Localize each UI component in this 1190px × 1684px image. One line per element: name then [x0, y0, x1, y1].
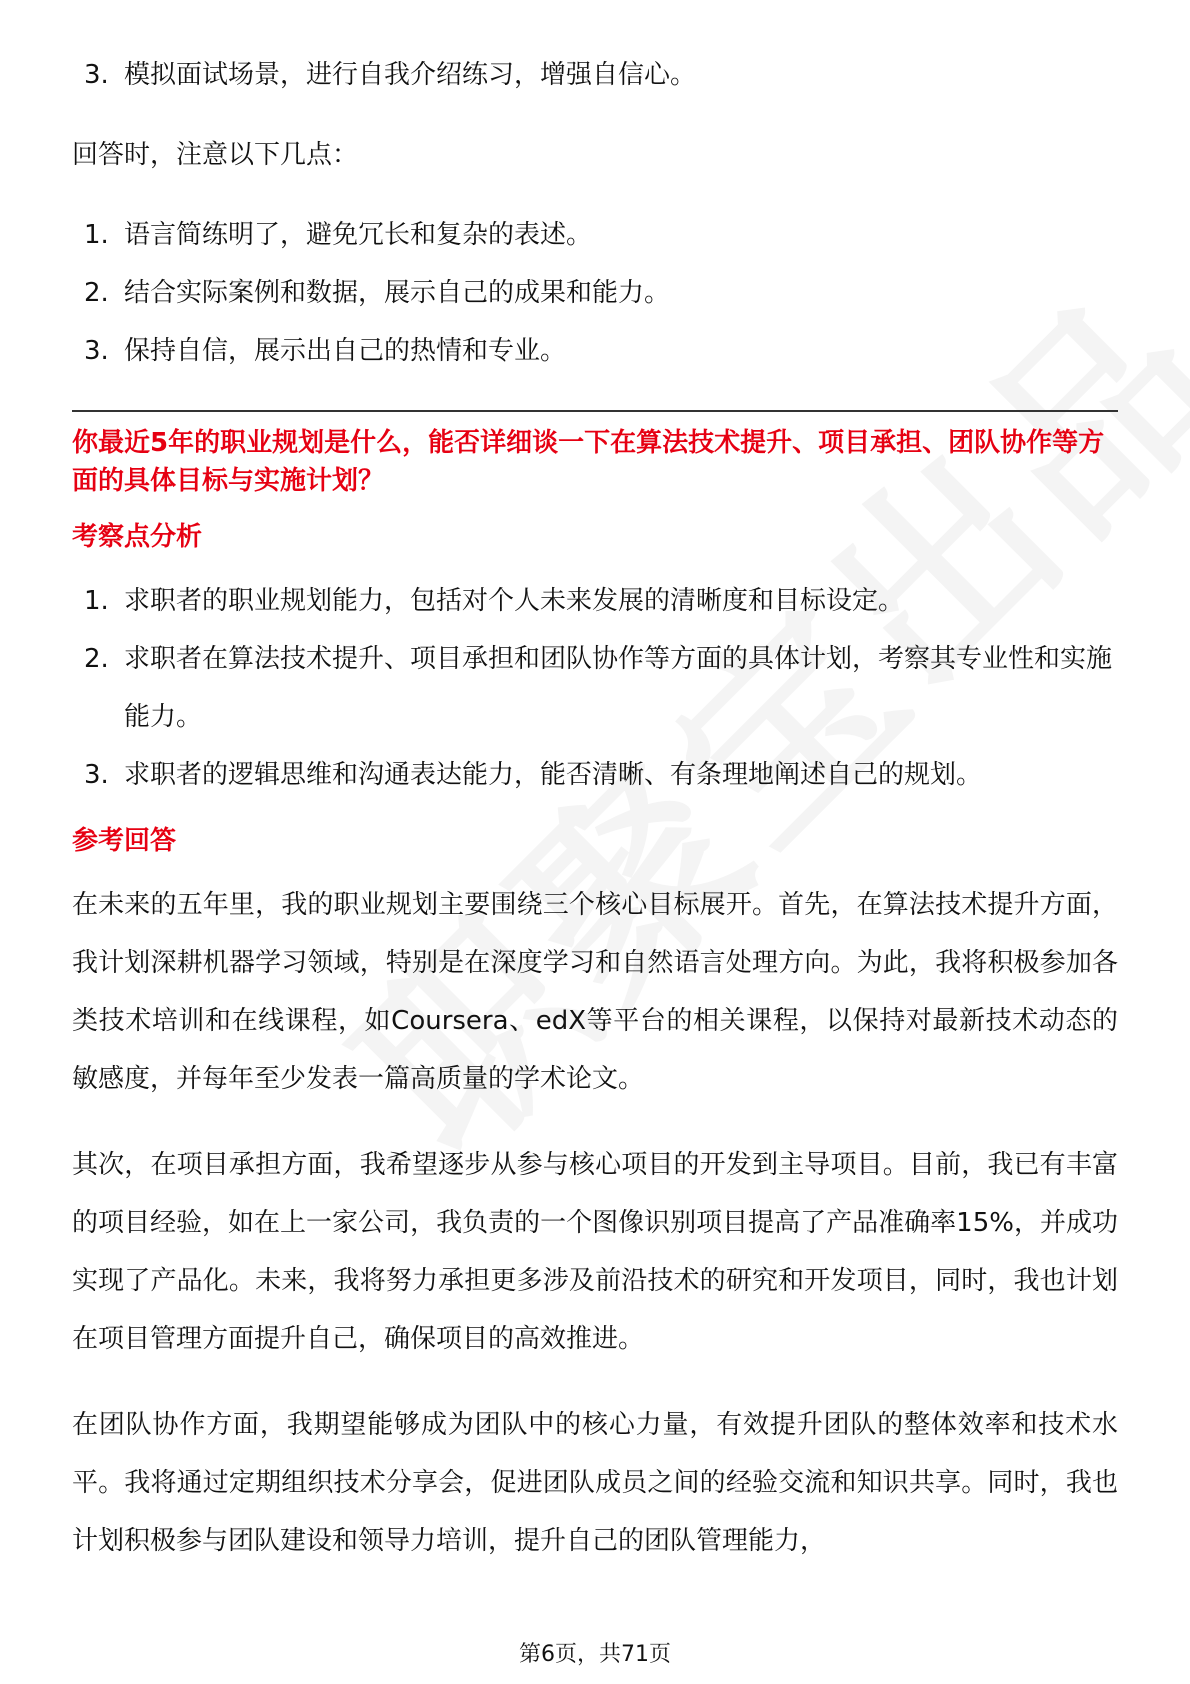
- list-item: [72, 322, 1118, 380]
- intro-list: [72, 46, 1118, 104]
- list-text: 求职者在算法技术提升、项目承担和团队协作等方面的具体计划，考察其专业性和实施能力。: [124, 644, 1113, 732]
- section-divider: [72, 410, 1118, 412]
- list-number: 3.: [84, 336, 109, 366]
- reference-title: 参考回答: [72, 826, 177, 856]
- list-item: [72, 746, 1118, 804]
- answer-tips-list: [72, 206, 1118, 380]
- list-number: 1.: [84, 586, 109, 616]
- question-heading: 你最近5年的职业规划是什么，能否详细谈一下在算法技术提升、项目承担、团队协作等方面的具体目标与实施计划？: [72, 428, 1105, 496]
- analysis-list: [72, 572, 1118, 804]
- answer-tips-heading: 回答时，注意以下几点：: [72, 140, 359, 170]
- list-number: 1.: [84, 220, 109, 250]
- list-text: 语言简练明了，避免冗长和复杂的表述。: [124, 220, 593, 250]
- list-text: 模拟面试场景，进行自我介绍练习，增强自信心。: [124, 60, 697, 90]
- answer-paragraph: 在团队协作方面，我期望能够成为团队中的核心力量，有效提升团队的整体效率和技术水平。我将通过定期组织技术分享会，促进团队成员之间的经验交流和知识共享。同时，我也计划积极参与团队建设和领导力培训，提升自己的团队管理能力，: [72, 1410, 1118, 1556]
- list-number: 2.: [84, 644, 109, 674]
- analysis-title: 考察点分析: [72, 522, 203, 552]
- list-item: [72, 572, 1118, 630]
- list-text: 求职者的逻辑思维和沟通表达能力，能否清晰、有条理地阐述自己的规划。: [124, 760, 983, 790]
- list-text: 保持自信，展示出自己的热情和专业。: [124, 336, 567, 366]
- list-item: [72, 46, 1118, 104]
- answer-paragraph: 在未来的五年里，我的职业规划主要围绕三个核心目标展开。首先，在算法技术提升方面，我计划深耕机器学习领域，特别是在深度学习和自然语言处理方向。为此，我将积极参加各类技术培训和在线课程，如Coursera、edX等平台的相关课程，以保持对最新技术动态的敏感度，并每年至少发表一篇高质量的学术论文。: [72, 890, 1118, 1094]
- list-number: 2.: [84, 278, 109, 308]
- list-text: 求职者的职业规划能力，包括对个人未来发展的清晰度和目标设定。: [124, 586, 905, 616]
- list-number: 3.: [84, 60, 109, 90]
- list-number: 3.: [84, 760, 109, 790]
- page-footer: 第6页，共71页: [519, 1642, 671, 1667]
- list-item: [72, 206, 1118, 264]
- page-content: [72, 46, 1118, 1570]
- list-item: [72, 630, 1118, 746]
- list-item: [72, 264, 1118, 322]
- answer-paragraph: 其次，在项目承担方面，我希望逐步从参与核心项目的开发到主导项目。目前，我已有丰富的项目经验，如在上一家公司，我负责的一个图像识别项目提高了产品准确率15%，并成功实现了产品化。未来，我将努力承担更多涉及前沿技术的研究和开发项目，同时，我也计划在项目管理方面提升自己，确保项目的高效推进。: [72, 1150, 1118, 1354]
- list-text: 结合实际案例和数据，展示自己的成果和能力。: [124, 278, 671, 308]
